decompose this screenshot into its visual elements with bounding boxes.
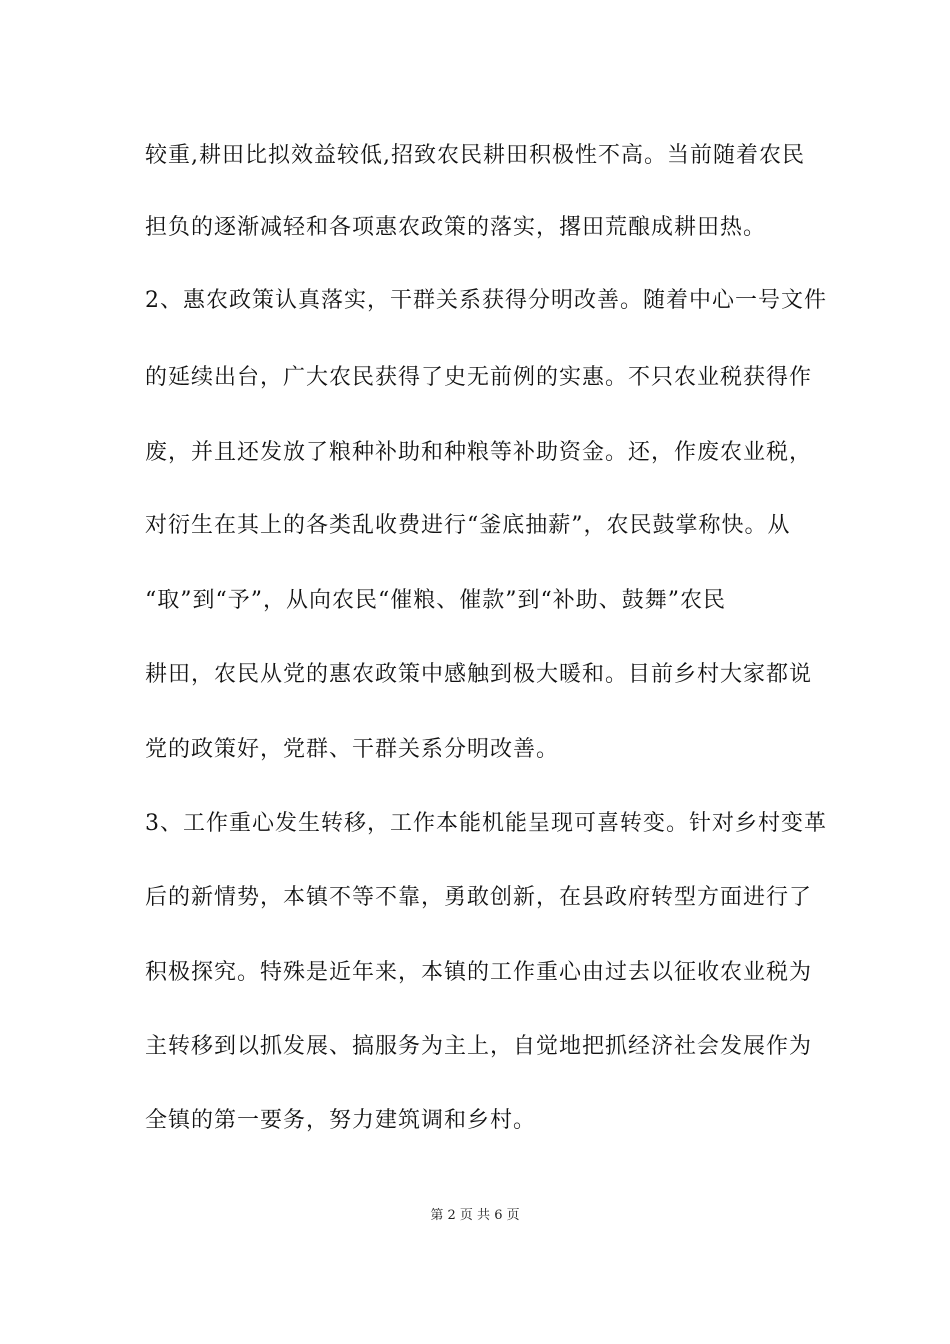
text-line: 积极探究。特殊是近年来，本镇的工作重心由过去以征收农业税为 <box>145 960 813 985</box>
text-line: 较重,耕田比拟效益较低,招致农民耕田积极性不高。当前随着农民 <box>145 143 805 168</box>
text-line: 主转移到以抓发展、搞服务为主上，自觉地把抓经济社会发展作为 <box>145 1034 813 1059</box>
text-line: 后的新情势，本镇不等不靠，勇敢创新，在县政府转型方面进行了 <box>145 885 813 910</box>
text-line: 3、工作重心发生转移，工作本能机能呈现可喜转变。针对乡村变革 <box>145 811 827 836</box>
text-line: 对衍生在其上的各类乱收费进行“釜底抽薪”，农民鼓掌称快。从 <box>145 513 791 538</box>
text-line: 废，并且还发放了粮种补助和种粮等补助资金。还，作废农业税， <box>145 440 813 465</box>
text-line: “取”到“予”，从向农民“催粮、催款”到“补助、鼓舞”农民 <box>145 588 726 613</box>
text-line: 耕田，农民从党的惠农政策中感触到极大暖和。目前乡村大家都说 <box>145 662 813 687</box>
text-line: 的延续出台，广大农民获得了史无前例的实惠。不只农业税获得作 <box>145 365 813 390</box>
page-number: 第 2 页 共 6 页 <box>430 1208 520 1223</box>
text-line: 党的政策好，党群、干群关系分明改善。 <box>145 737 560 762</box>
text-line: 担负的逐渐减轻和各项惠农政策的落实，撂田荒酿成耕田热。 <box>145 215 767 240</box>
text-line: 全镇的第一要务，努力建筑调和乡村。 <box>145 1108 537 1133</box>
text-line: 2、惠农政策认真落实，干群关系获得分明改善。随着中心一号文件 <box>145 288 827 313</box>
